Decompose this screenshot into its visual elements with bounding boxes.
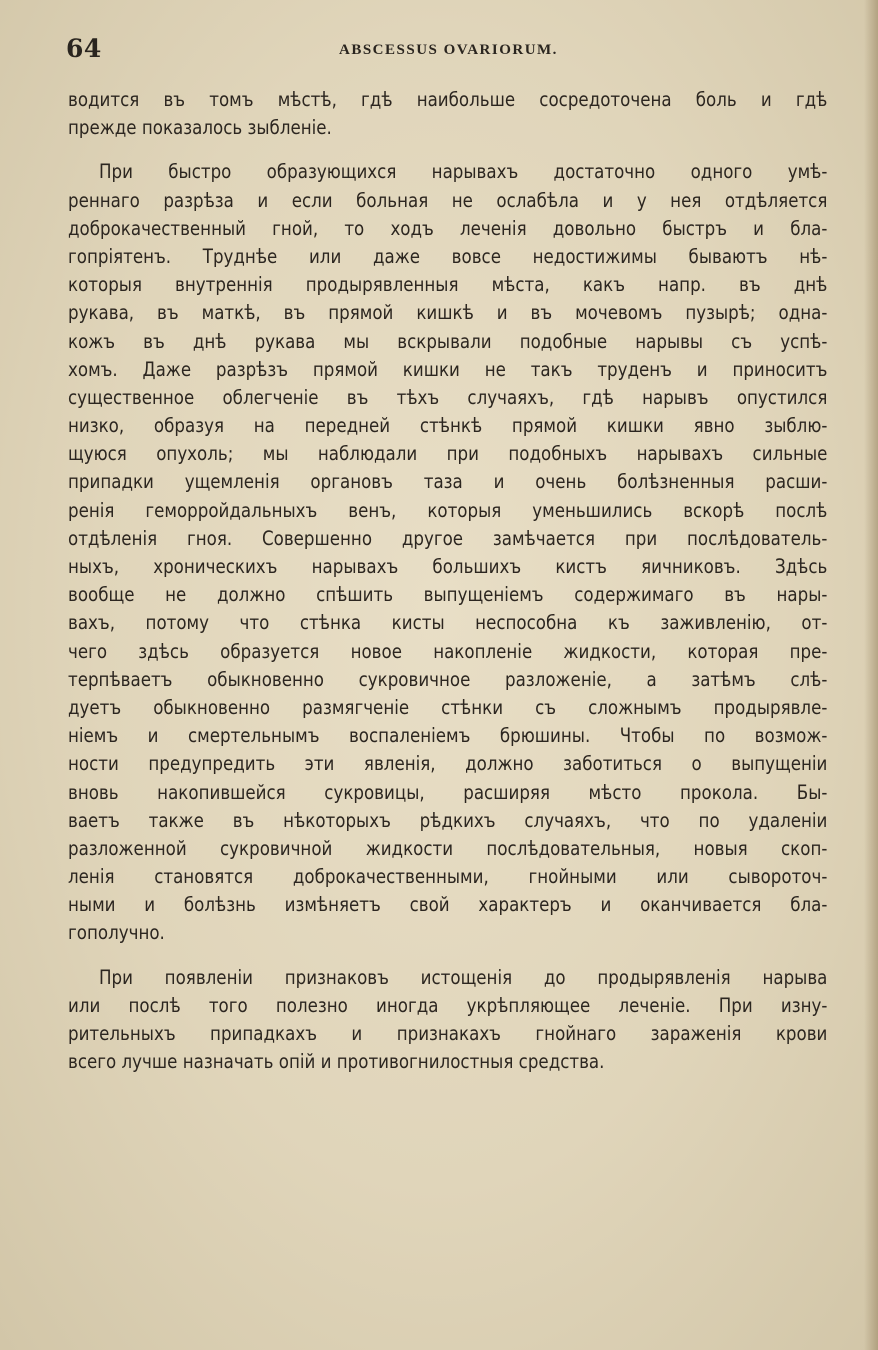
text-line: ніемъ и смертельнымъ воспаленіемъ брюшины. Чтобы по возмож- (68, 724, 828, 748)
text-line: всего лучше назначать опій и противогнилостныя средства. (68, 1050, 605, 1074)
running-title: ABSCESSUS OVARIORUM. (339, 42, 558, 58)
text-line: гопріятенъ. Труднѣе или даже вовсе недостижимы бываютъ нѣ- (68, 244, 828, 268)
text-line: вахъ, потому что стѣнка кисты неспособна къ заживленію, от- (68, 611, 828, 635)
text-line: прежде показалось зыбленіе. (68, 116, 332, 140)
text-line: гополучно. (68, 921, 165, 945)
text-line: ныхъ, хроническихъ нарывахъ большихъ кистъ яичниковъ. Здѣсь (68, 555, 828, 578)
text-line: чего здѣсь образуется новое накопленіе жидкости, которая пре- (68, 639, 828, 663)
text-line: припадки ущемленія органовъ таза и очень болѣзненныя расши- (68, 470, 828, 494)
text-line: ными и болѣзнь измѣняетъ свой характеръ и оканчивается бла- (68, 893, 828, 917)
text-line: хомъ. Даже разрѣзъ прямой кишки не такъ труденъ и приноситъ (68, 357, 828, 381)
text-line: ленія становятся доброкачественными, гнойными или сывороточ- (68, 865, 828, 889)
text-line: кожъ въ днѣ рукава мы вскрывали подобные нарывы съ успѣ- (68, 329, 828, 353)
text-line: терпѣваетъ обыкновенно сукровичное разложеніе, а затѣмъ слѣ- (68, 667, 828, 691)
text-line: При появленіи признаковъ истощенія до продырявленія нарыва (98, 965, 828, 989)
text-line: дуетъ обыкновенно размягченіе стѣнки съ сложнымъ продырявле- (68, 695, 828, 719)
text-line: реннаго разрѣза и если больная не ослабѣла и у нея отдѣляется (68, 188, 828, 212)
page-header (66, 34, 826, 70)
page-number: 64 (66, 34, 102, 63)
text-line: низко, образуя на передней стѣнкѣ прямой кишки явно зыблю- (68, 414, 828, 438)
paragraph-3 (68, 964, 828, 1077)
body-text (68, 86, 828, 1076)
text-line: вновь накопившейся сукровицы, расширяя мѣсто прокола. Бы- (68, 780, 828, 804)
text-line: существенное облегченіе въ тѣхъ случаяхъ, гдѣ нарывъ опустился (68, 385, 828, 409)
text-line: отдѣленія гноя. Совершенно другое замѣчается при послѣдователь- (68, 526, 828, 550)
paragraph-1 (68, 86, 828, 142)
text-line: щуюся опухоль; мы наблюдали при подобныхъ нарывахъ сильные (68, 442, 828, 466)
text-line: ваетъ также въ нѣкоторыхъ рѣдкихъ случаяхъ, что по удаленіи (68, 808, 828, 832)
text-line: или послѣ того полезно иногда укрѣпляющее леченіе. При изну- (68, 993, 828, 1017)
text-line: водится въ томъ мѣстѣ, гдѣ наибольше сосредоточена боль и гдѣ (68, 88, 828, 111)
text-line: разложенной сукровичной жидкости послѣдовательныя, новыя скоп- (68, 836, 828, 860)
text-line: ренія геморройдальныхъ венъ, которыя уменьшились вскорѣ послѣ (68, 498, 828, 522)
text-line: ности предупредить эти явленія, должно заботиться о выпущеніи (68, 752, 828, 776)
text-line: При быстро образующихся нарывахъ достаточно одного умѣ- (98, 160, 828, 184)
text-line: которыя внутреннія продырявленныя мѣста, какъ напр. въ днѣ (68, 273, 828, 297)
text-line: рительныхъ припадкахъ и признакахъ гнойнаго зараженія крови (68, 1022, 828, 1045)
paragraph-2 (68, 158, 828, 947)
text-line: доброкачественный гной, то ходъ леченія довольно быстръ и бла- (68, 216, 828, 240)
text-line: рукава, въ маткѣ, въ прямой кишкѣ и въ мочевомъ пузырѣ; одна- (68, 301, 828, 325)
text-line: вообще не должно спѣшить выпущеніемъ содержимаго въ нары- (68, 583, 828, 607)
page-edge-shadow (864, 0, 878, 1350)
